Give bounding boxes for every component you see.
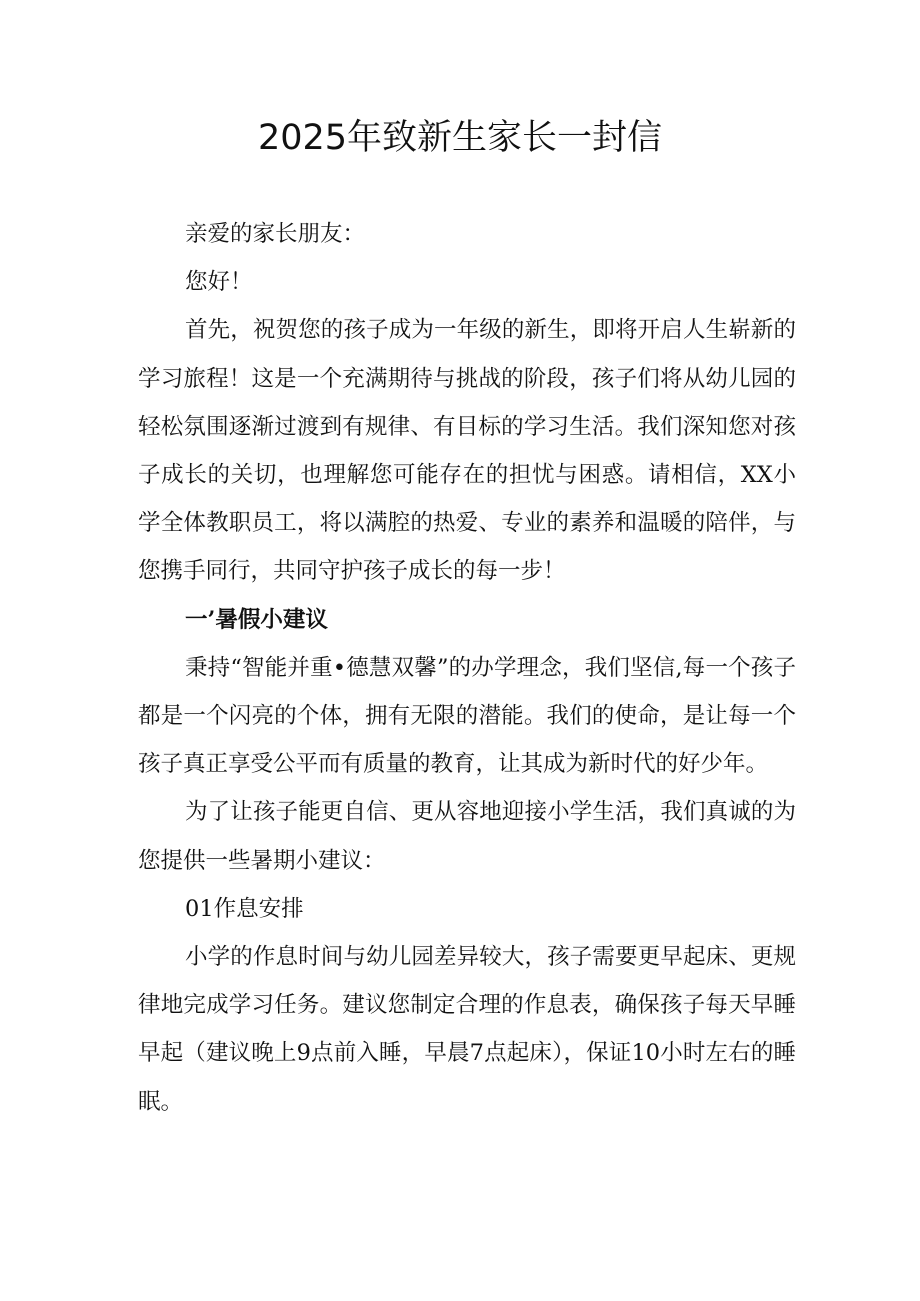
document-body — [138, 210, 796, 1126]
tips-intro-paragraph: 为了让孩子能更自信、更从容地迎接小学生活，我们真诚的为您提供一些暑期小建议： — [138, 799, 796, 874]
subheading-schedule: 01作息安排 — [185, 895, 304, 922]
section-heading-summer-tips: 一’暑假小建议 — [185, 606, 328, 633]
intro-paragraph: 首先，祝贺您的孩子成为一年级的新生，即将开启人生崭新的学习旅程！这是一个充满期待与挑战的阶段，孩子们将从幼儿园的轻松氛围逐渐过渡到有规律、有目标的学习生活。我们深知您对孩子成长的关切，也理解您可能存在的担忧与困惑。请相信，XX小学全体教职员工，将以满腔的热爱、专业的素养和温暖的陪伴，与您携手同行，共同守护孩子成长的每一步！ — [138, 317, 796, 585]
greeting: 您好！ — [185, 269, 253, 296]
document-title: 2025年致新生家长一封信 — [257, 118, 663, 158]
philosophy-paragraph: 秉持“智能并重•德慧双馨”的办学理念，我们坚信,每一个孩子都是一个闪亮的个体，拥有无限的潜能。我们的使命，是让每一个孩子真正享受公平而有质量的教育，让其成为新时代的好少年。 — [138, 654, 796, 778]
schedule-paragraph: 小学的作息时间与幼儿园差异较大，孩子需要更早起床、更规律地完成学习任务。建议您制定合理的作息表，确保孩子每天早睡早起（建议晚上9点前入睡，早晨7点起床），保证10小时左右的睡眠。 — [138, 944, 796, 1115]
salutation: 亲爱的家长朋友： — [185, 221, 366, 247]
